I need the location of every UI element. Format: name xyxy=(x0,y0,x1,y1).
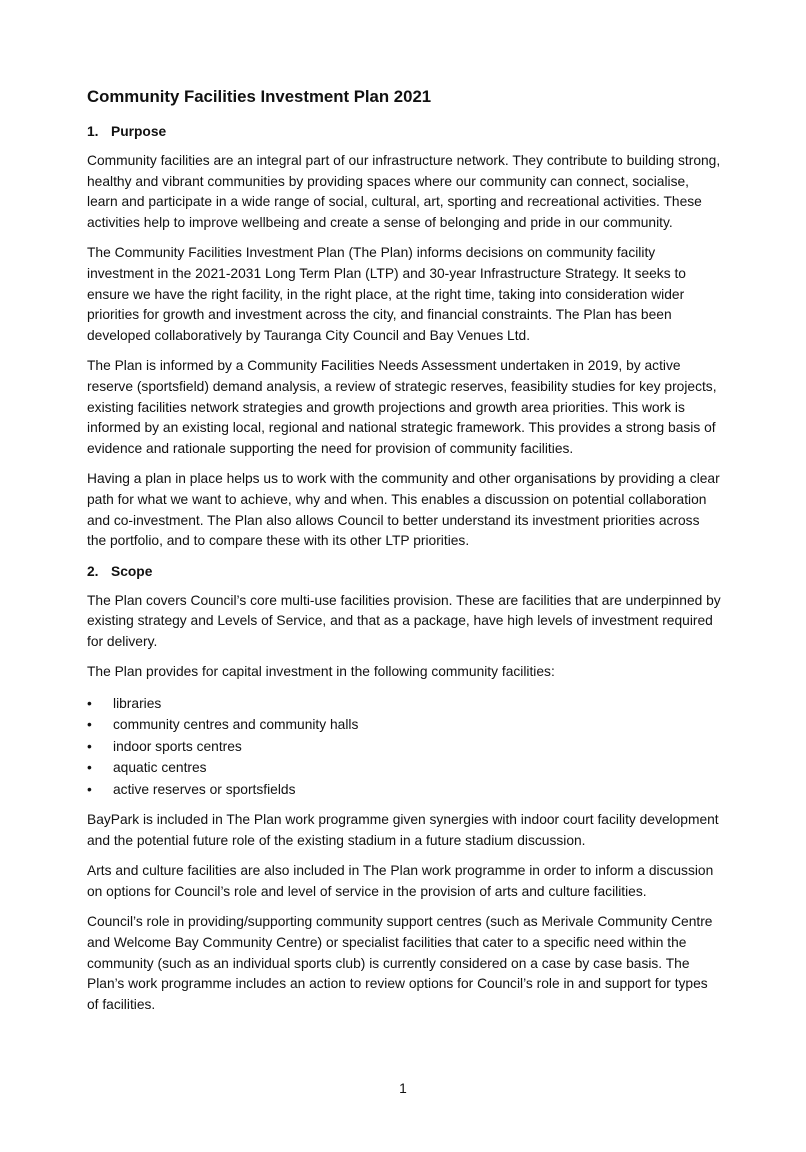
paragraph: The Plan is informed by a Community Facilities Needs Assessment undertaken in 2019, by active reserve (sportsfield) demand analysis, a review of strategic reserves, feasibility studies for key projects, existing facilities network strategies and growth projections and growth area priorities. This work is informed by an existing local, regional and national strategic framework. This provides a strong basis of evidence and rationale supporting the need for provision of community facilities. xyxy=(87,358,717,456)
bullet-icon: • xyxy=(87,696,92,712)
bullet-icon: • xyxy=(87,781,92,797)
bullet-icon: • xyxy=(87,760,92,776)
paragraph: BayPark is included in The Plan work programme given synergies with indoor court facility development and the potential future role of the existing stadium in a future stadium discussion. xyxy=(87,812,719,848)
section-heading-purpose xyxy=(87,122,721,142)
paragraph: Arts and culture facilities are also included in The Plan work programme in order to inform a discussion on options for Council’s role and level of service in the provision of arts and culture facilities. xyxy=(87,863,714,899)
facility-bullet-list xyxy=(87,693,721,800)
list-item xyxy=(87,779,721,800)
document-page xyxy=(87,86,721,1025)
page-number: 1 xyxy=(399,1081,407,1096)
section-number: 2. xyxy=(87,563,99,579)
paragraph: Having a plan in place helps us to work with the community and other organisations by providing a clear path for what we want to achieve, why and when. This enables a discussion on potential collaboration and co-investment. The Plan also allows Council to better understand its investment priorities across the portfolio, and to compare these with its other LTP priorities. xyxy=(87,471,720,549)
list-item xyxy=(87,714,721,735)
list-item xyxy=(87,736,721,757)
paragraph: The Community Facilities Investment Plan (The Plan) informs decisions on community facility investment in the 2021-2031 Long Term Plan (LTP) and 30-year Infrastructure Strategy. It seeks to ensure we have the right facility, in the right place, at the right time, taking into consideration wider priorities for growth and investment across the city, and financial constraints. The Plan has been developed collaboratively by Tauranga City Council and Bay Venues Ltd. xyxy=(87,245,686,343)
list-item-text: indoor sports centres xyxy=(113,738,242,754)
section-heading-text: Scope xyxy=(111,563,153,579)
section-heading-text: Purpose xyxy=(111,124,167,139)
list-item-text: libraries xyxy=(113,696,162,712)
list-item-text: aquatic centres xyxy=(113,760,207,776)
section-heading-scope xyxy=(87,562,721,582)
section-number: 1. xyxy=(87,124,99,139)
bullet-icon: • xyxy=(87,738,92,754)
list-item xyxy=(87,757,721,778)
list-item-text: community centres and community halls xyxy=(113,717,359,733)
bullet-icon: • xyxy=(87,717,92,733)
paragraph: Community facilities are an integral part of our infrastructure network. They contribute to building strong, healthy and vibrant communities by providing spaces where our community can connect, socialise, learn and participate in a wide range of social, cultural, art, sporting and recreational activities. These activities help to improve wellbeing and create a sense of belonging and pride in our community. xyxy=(87,153,721,230)
document-title: Community Facilities Investment Plan 2021 xyxy=(87,87,432,106)
paragraph: The Plan covers Council’s core multi-use facilities provision. These are facilities that are underpinned by existing strategy and Levels of Service, and that as a package, have high levels of investment required for delivery. xyxy=(87,592,721,649)
paragraph: The Plan provides for capital investment in the following community facilities: xyxy=(87,664,555,680)
list-item-text: active reserves or sportsfields xyxy=(113,781,296,797)
paragraph: Council’s role in providing/supporting community support centres (such as Merivale Community Centre and Welcome Bay Community Centre) or specialist facilities that cater to a specific need within the community (such as an individual sports club) is currently considered on a case by case basis. The Plan’s work programme includes an action to review options for Council’s role in and support for types of facilities. xyxy=(87,914,713,1012)
list-item xyxy=(87,693,721,714)
